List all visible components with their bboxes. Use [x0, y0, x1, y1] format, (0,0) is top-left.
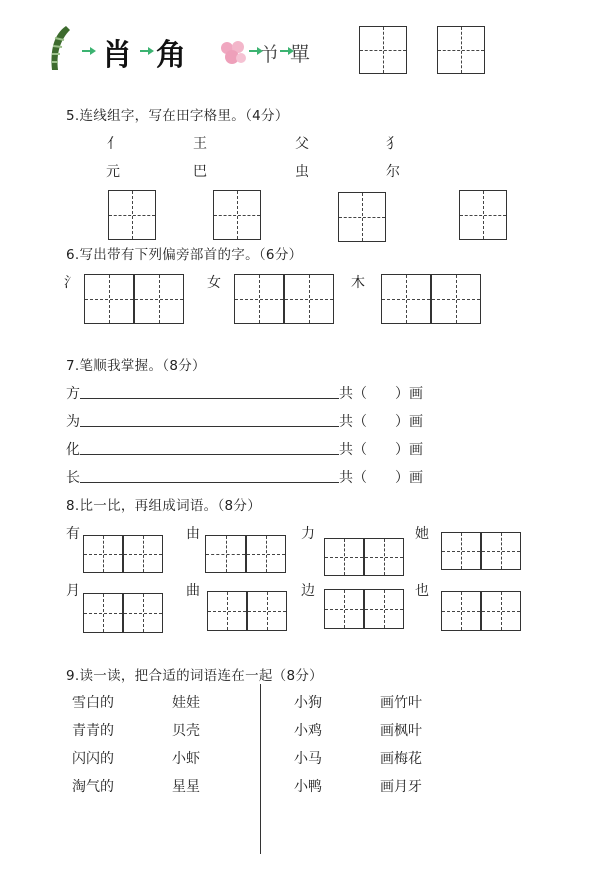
tianzige-box[interactable]: [381, 274, 431, 324]
q9-word[interactable]: 小虾: [172, 751, 200, 767]
tianzige-box[interactable]: [481, 532, 521, 570]
q7-char: 方: [66, 386, 80, 402]
q6-heading: 6.写出带有下列偏旁部首的字。（6分）: [66, 247, 303, 263]
q9-word[interactable]: 画竹叶: [380, 695, 422, 711]
tianzige-box[interactable]: [437, 26, 485, 74]
tianzige-box[interactable]: [431, 274, 481, 324]
tianzige-box[interactable]: [205, 535, 246, 573]
tianzige-box[interactable]: [324, 538, 364, 576]
arrow-icon: [82, 47, 96, 55]
q9-word[interactable]: 画月牙: [380, 779, 422, 795]
tianzige-box[interactable]: [441, 532, 481, 570]
q5-component[interactable]: 虫: [295, 164, 309, 180]
q7-stroke-count[interactable]: 共（ ）画: [339, 386, 423, 402]
q9-word[interactable]: 小狗: [294, 695, 322, 711]
tianzige-box[interactable]: [364, 589, 404, 629]
q7-stroke-count[interactable]: 共（ ）画: [339, 414, 423, 430]
tianzige-box[interactable]: [123, 593, 163, 633]
tianzige-box[interactable]: [364, 538, 404, 576]
stroke-order-line[interactable]: [80, 454, 339, 455]
q5-component[interactable]: 父: [295, 136, 309, 152]
tianzige-box[interactable]: [359, 26, 407, 74]
q8-char: 由: [186, 526, 200, 542]
q6-radical: 女: [207, 275, 221, 291]
q9-word[interactable]: 小马: [294, 751, 322, 767]
tianzige-box[interactable]: [83, 593, 123, 633]
evolution-glyph-4: 單: [290, 42, 310, 66]
tianzige-box[interactable]: [284, 274, 334, 324]
q5-component[interactable]: 亻: [107, 136, 121, 152]
tianzige-box[interactable]: [338, 192, 386, 242]
q7-char: 化: [66, 442, 80, 458]
q9-word[interactable]: 闪闪的: [72, 751, 114, 767]
q5-component[interactable]: 巴: [193, 164, 207, 180]
q9-word[interactable]: 画梅花: [380, 751, 422, 767]
q6-radical: 木: [351, 275, 365, 291]
q7-stroke-count[interactable]: 共（ ）画: [339, 442, 423, 458]
tianzige-box[interactable]: [83, 535, 123, 573]
q8-heading: 8.比一比，再组成词语。（8分）: [66, 498, 262, 514]
tianzige-box[interactable]: [134, 274, 184, 324]
q9-word[interactable]: 画枫叶: [380, 723, 422, 739]
q7-stroke-count[interactable]: 共（ ）画: [339, 470, 423, 486]
q8-char: 也: [415, 583, 429, 599]
q9-word[interactable]: 星星: [172, 779, 200, 795]
tianzige-box[interactable]: [108, 190, 156, 240]
q9-heading: 9.读一读，把合适的词语连在一起（8分）: [66, 668, 323, 684]
q8-char: 力: [301, 526, 315, 542]
q8-char: 月: [66, 583, 80, 599]
stroke-order-line[interactable]: [80, 398, 339, 399]
q8-char: 她: [415, 526, 429, 542]
q5-component[interactable]: 王: [193, 136, 207, 152]
tianzige-box[interactable]: [234, 274, 284, 324]
evolution-glyph-2: 角: [156, 38, 186, 73]
tianzige-box[interactable]: [481, 591, 521, 631]
q8-char: 曲: [186, 583, 200, 599]
evolution-pictograph-ox-horn: [46, 24, 74, 72]
q5-component[interactable]: 尔: [386, 164, 400, 180]
tianzige-box[interactable]: [123, 535, 163, 573]
arrow-icon: [280, 47, 290, 55]
tianzige-box[interactable]: [441, 591, 481, 631]
q7-heading: 7.笔顺我掌握。（8分）: [66, 358, 206, 374]
stroke-order-line[interactable]: [80, 426, 339, 427]
evolution-pictograph-flower: [218, 38, 248, 68]
evolution-glyph-3: 兯: [260, 42, 280, 66]
q9-word[interactable]: 雪白的: [72, 695, 114, 711]
q5-heading: 5.连线组字，写在田字格里。（4分）: [66, 108, 289, 124]
tianzige-box[interactable]: [324, 589, 364, 629]
q9-word[interactable]: 小鸭: [294, 779, 322, 795]
evolution-glyph-1: 肖: [102, 38, 132, 73]
q8-char: 边: [301, 583, 315, 599]
q7-char: 长: [66, 470, 80, 486]
q9-word[interactable]: 小鸡: [294, 723, 322, 739]
q6-radical: 氵: [64, 275, 78, 291]
tianzige-box[interactable]: [246, 535, 286, 573]
tianzige-box[interactable]: [84, 274, 134, 324]
q9-word[interactable]: 青青的: [72, 723, 114, 739]
arrow-icon: [249, 47, 259, 55]
tianzige-box[interactable]: [213, 190, 261, 240]
tianzige-box[interactable]: [247, 591, 287, 631]
q8-char: 有: [66, 526, 80, 542]
column-divider: [260, 684, 261, 854]
q5-component[interactable]: 犭: [386, 136, 400, 152]
tianzige-box[interactable]: [207, 591, 247, 631]
q9-word[interactable]: 淘气的: [72, 779, 114, 795]
tianzige-box[interactable]: [459, 190, 507, 240]
stroke-order-line[interactable]: [80, 482, 339, 483]
arrow-icon: [140, 47, 154, 55]
q7-char: 为: [66, 414, 80, 430]
q5-component[interactable]: 元: [106, 164, 120, 180]
q9-word[interactable]: 娃娃: [172, 695, 200, 711]
q9-word[interactable]: 贝壳: [172, 723, 200, 739]
